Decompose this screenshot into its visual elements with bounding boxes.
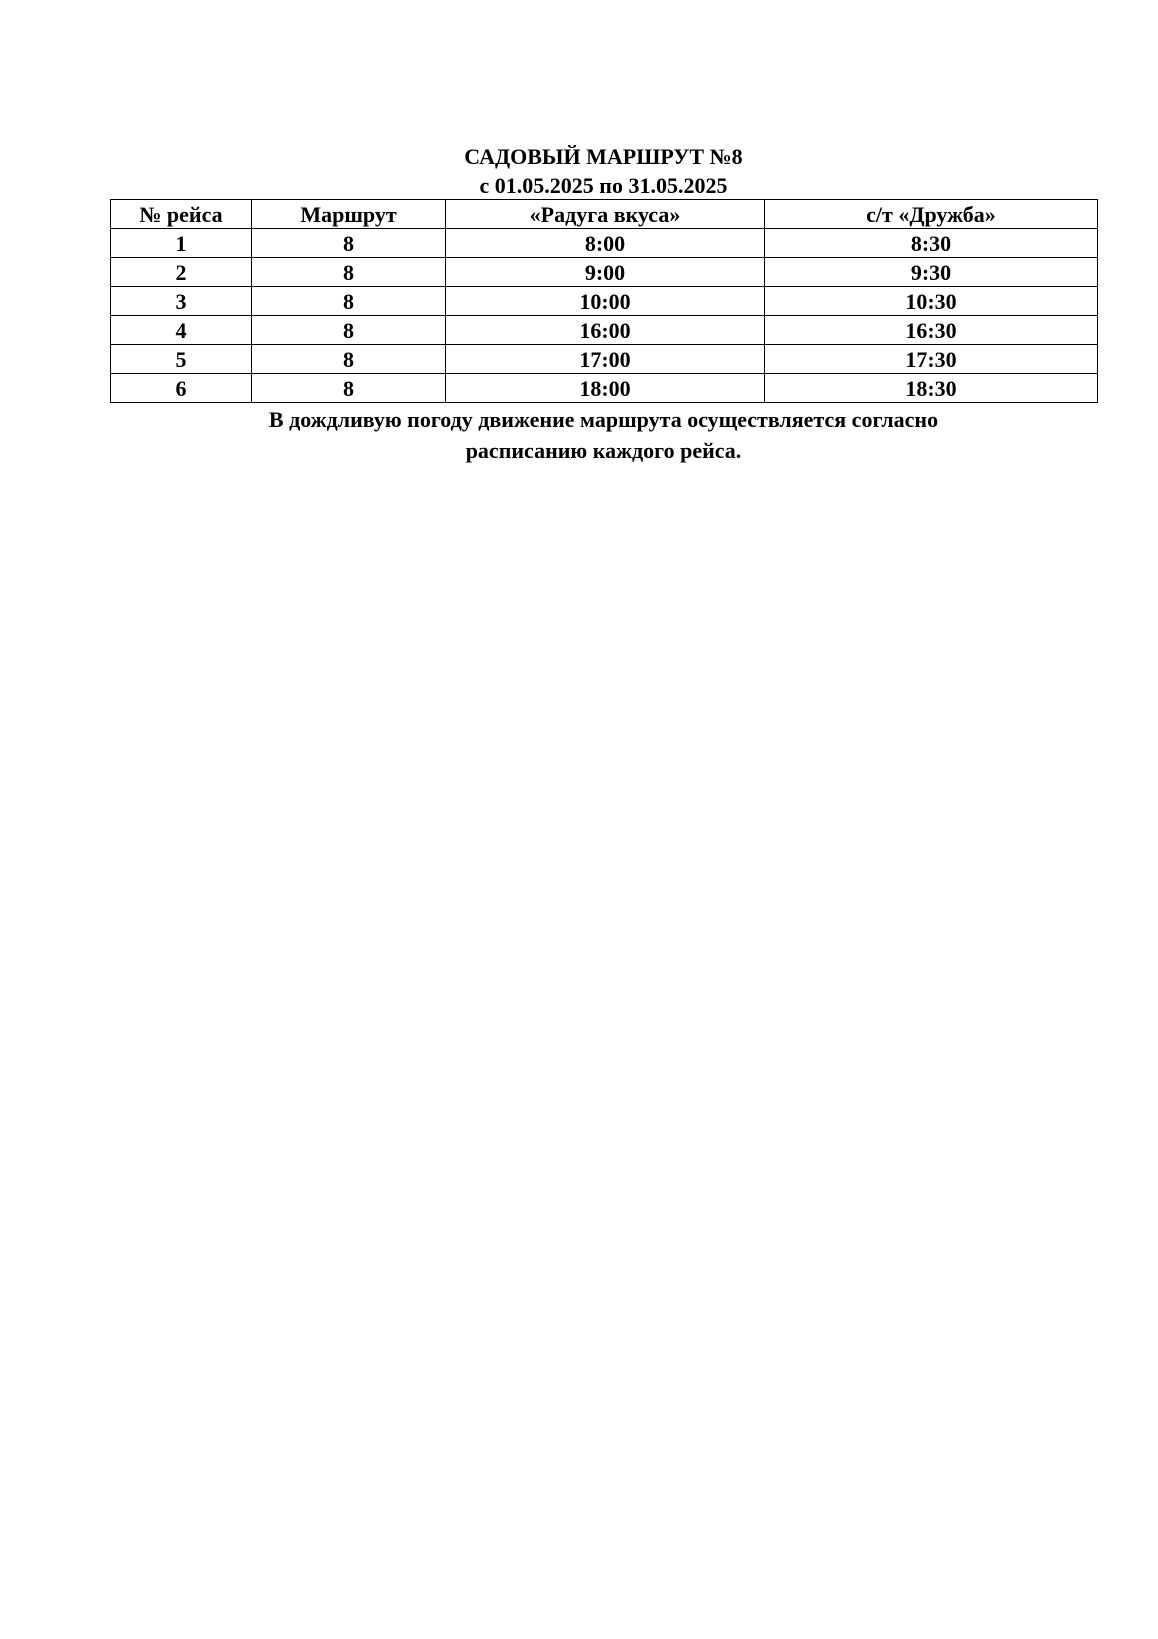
table-row <box>111 316 1098 345</box>
raduga-time-cell: 16:00 <box>446 316 765 345</box>
trip-number-cell: 6 <box>111 374 252 403</box>
route-cell: 8 <box>252 374 446 403</box>
column-header-raduga-vkusa: «Радуга вкуса» <box>446 200 765 229</box>
rain-note <box>110 404 1097 466</box>
page-title: САДОВЫЙ МАРШРУТ №8 <box>464 144 743 169</box>
druzhba-time-cell: 16:30 <box>765 316 1098 345</box>
raduga-time-cell: 18:00 <box>446 374 765 403</box>
table-row <box>111 287 1098 316</box>
druzhba-time-cell: 18:30 <box>765 374 1098 403</box>
raduga-time-cell: 17:00 <box>446 345 765 374</box>
trip-number-cell: 1 <box>111 229 252 258</box>
druzhba-time-cell: 17:30 <box>765 345 1098 374</box>
route-cell: 8 <box>252 229 446 258</box>
schedule-table <box>110 199 1098 403</box>
rain-note-line-2: расписанию каждого рейса. <box>465 438 742 463</box>
table-row <box>111 345 1098 374</box>
raduga-time-cell: 10:00 <box>446 287 765 316</box>
druzhba-time-cell: 8:30 <box>765 229 1098 258</box>
route-cell: 8 <box>252 258 446 287</box>
route-cell: 8 <box>252 316 446 345</box>
druzhba-time-cell: 10:30 <box>765 287 1098 316</box>
trip-number-cell: 4 <box>111 316 252 345</box>
trip-number-cell: 5 <box>111 345 252 374</box>
druzhba-time-cell: 9:30 <box>765 258 1098 287</box>
schedule-document <box>110 142 1097 466</box>
route-cell: 8 <box>252 287 446 316</box>
trip-number-cell: 2 <box>111 258 252 287</box>
table-header-row <box>111 200 1098 229</box>
rain-note-line-1: В дождливую погоду движение маршрута осуществляется согласно <box>268 407 939 432</box>
route-cell: 8 <box>252 345 446 374</box>
table-row <box>111 229 1098 258</box>
column-header-trip-number: № рейса <box>111 200 252 229</box>
raduga-time-cell: 8:00 <box>446 229 765 258</box>
column-header-route: Маршрут <box>252 200 446 229</box>
trip-number-cell: 3 <box>111 287 252 316</box>
period-subtitle: с 01.05.2025 по 31.05.2025 <box>479 173 728 198</box>
table-row <box>111 374 1098 403</box>
table-row <box>111 258 1098 287</box>
raduga-time-cell: 9:00 <box>446 258 765 287</box>
column-header-st-druzhba: с/т «Дружба» <box>765 200 1098 229</box>
